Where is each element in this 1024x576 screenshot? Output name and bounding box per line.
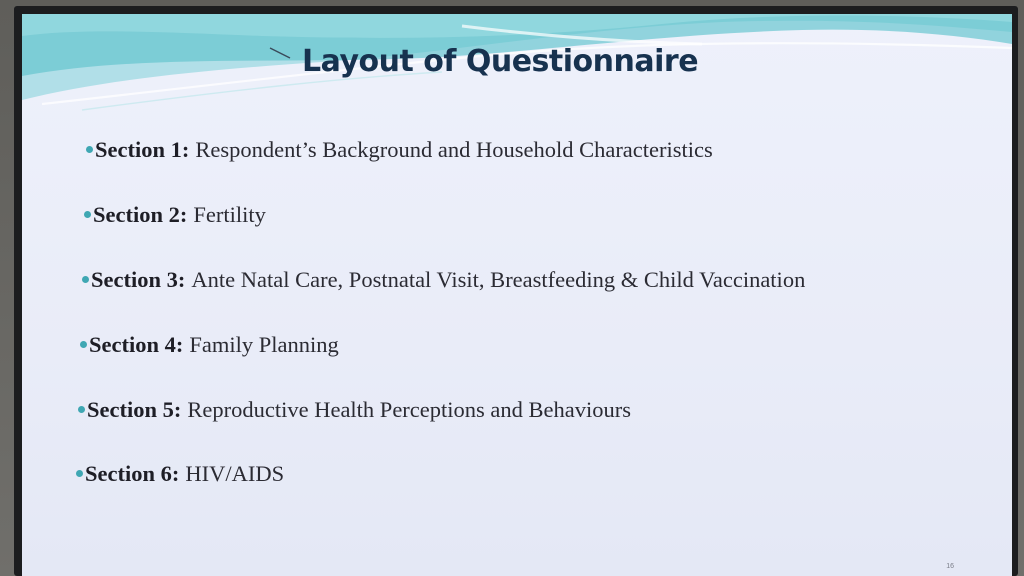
bullet-item-section-3 [82,267,805,293]
bullet-label: Section 5 [87,397,174,422]
bullet-label: Section 3 [91,267,178,292]
bullet-item-section-5 [78,397,631,423]
bullet-separator: : [173,397,182,422]
bullet-text: Respondent’s Background and Household Characteristics [195,137,713,162]
bullet-separator: : [171,461,180,486]
bullet-item-section-2 [84,202,266,228]
bullet-text: Fertility [193,202,266,227]
bullet-text: Ante Natal Care, Postnatal Visit, Breastfeeding & Child Vaccination [191,267,806,292]
bullet-label: Section 6 [85,461,172,486]
bullet-separator: : [177,267,186,292]
slide-number: 16 [946,563,954,570]
bullet-text: Family Planning [189,332,339,357]
bullet-text: HIV/AIDS [185,461,285,486]
bullet-item-section-1 [86,137,713,163]
bullet-dot-icon [80,341,87,348]
bullet-separator: : [175,332,184,357]
bullet-item-section-4 [80,332,339,358]
bullet-dot-icon [86,146,93,153]
bullet-label: Section 2 [93,202,180,227]
bullet-dot-icon [82,276,89,283]
bullet-separator: : [181,137,190,162]
bullet-dot-icon [76,470,83,477]
bullet-label: Section 1 [95,137,182,162]
bullet-text: Reproductive Health Perceptions and Behaviours [187,397,632,422]
bullet-label: Section 4 [89,332,176,357]
bullet-dot-icon [78,406,85,413]
bullet-dot-icon [84,211,91,218]
bullet-separator: : [179,202,188,227]
bullet-item-section-6 [76,461,284,487]
presentation-slide [22,14,1012,576]
slide-title: Layout of Questionnaire [302,44,699,79]
